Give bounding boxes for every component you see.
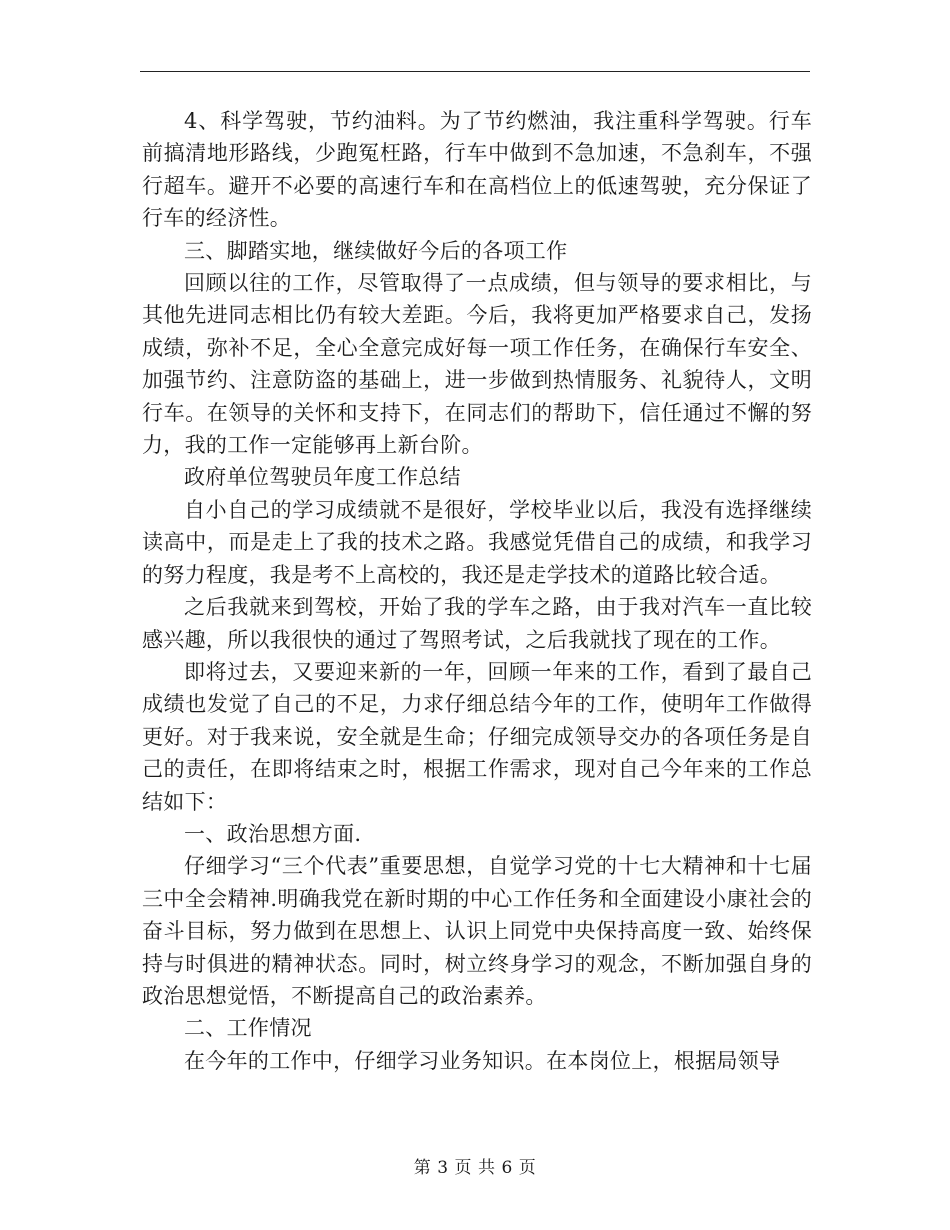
paragraph: 仔细学习“三个代表”重要思想，自觉学习党的十七大精神和十七届三中全会精神.明确我党在新时期的中心工作任务和全面建设小康社会的奋斗目标，努力做到在思想上、认识上同党中央保持高度一致、始终保持与时俱进的精神状态。同时，树立终身学习的观念，不断加强自身的政治思想觉悟，不断提高自己的政治素养。 [142, 854, 812, 1008]
paragraph: 4、科学驾驶，节约油料。为了节约燃油，我注重科学驾驶。行车前搞清地形路线，少跑冤枉路，行车中做到不急加速，不急刹车，不强行超车。避开不必要的高速行车和在高档位上的低速驾驶，充分保证了行车的经济性。 [142, 109, 812, 231]
section-heading: 三、脚踏实地，继续做好今后的各项工作 [184, 238, 568, 263]
paragraph: 即将过去，又要迎来新的一年，回顾一年来的工作，看到了最自己成绩也发觉了自己的不足，力求仔细总结今年的工作，使明年工作做得更好。对于我来说，安全就是生命；仔细完成领导交办的各项任务是自己的责任，在即将结束之时，根据工作需求，现对自己今年来的工作总结如下： [142, 659, 812, 814]
footer-prefix: 第 [413, 1158, 432, 1178]
page-total: 6 [501, 1158, 513, 1178]
paragraph: 自小自己的学习成绩就不是很好，学校毕业以后，我没有选择继续读高中，而是走上了我的技术之路。我感觉凭借自己的成绩，和我学习的努力程度，我是考不上高校的，我还是走学技术的道路比较合适。 [142, 497, 812, 587]
section-heading: 二、工作情况 [184, 1016, 312, 1041]
footer-middle: 页 共 [454, 1158, 496, 1178]
section-heading: 一、政治思想方面. [184, 821, 362, 846]
paragraph: 回顾以往的工作，尽管取得了一点成绩，但与领导的要求相比，与其他先进同志相比仍有较大差距。今后，我将更加严格要求自己，发扬成绩，弥补不足，全心全意完成好每一项工作任务，在确保行车安全、加强节约、注意防盗的基础上，进一步做到热情服务、礼貌待人，文明行车。在领导的关怀和支持下，在同志们的帮助下，信任通过不懈的努力，我的工作一定能够再上新台阶。 [142, 271, 812, 458]
page-number: 3 [437, 1158, 449, 1178]
footer-suffix: 页 [518, 1158, 537, 1178]
paragraph: 在今年的工作中，仔细学习业务知识。在本岗位上，根据局领导 [184, 1048, 781, 1073]
paragraph: 之后我就来到驾校，开始了我的学车之路，由于我对汽车一直比较感兴趣，所以我很快的通过了驾照考试，之后我就找了现在的工作。 [142, 595, 812, 652]
page-footer [0, 1153, 950, 1178]
document-body [142, 105, 812, 1077]
header-rule [140, 71, 810, 72]
document-title: 政府单位驾驶员年度工作总结 [184, 465, 461, 490]
